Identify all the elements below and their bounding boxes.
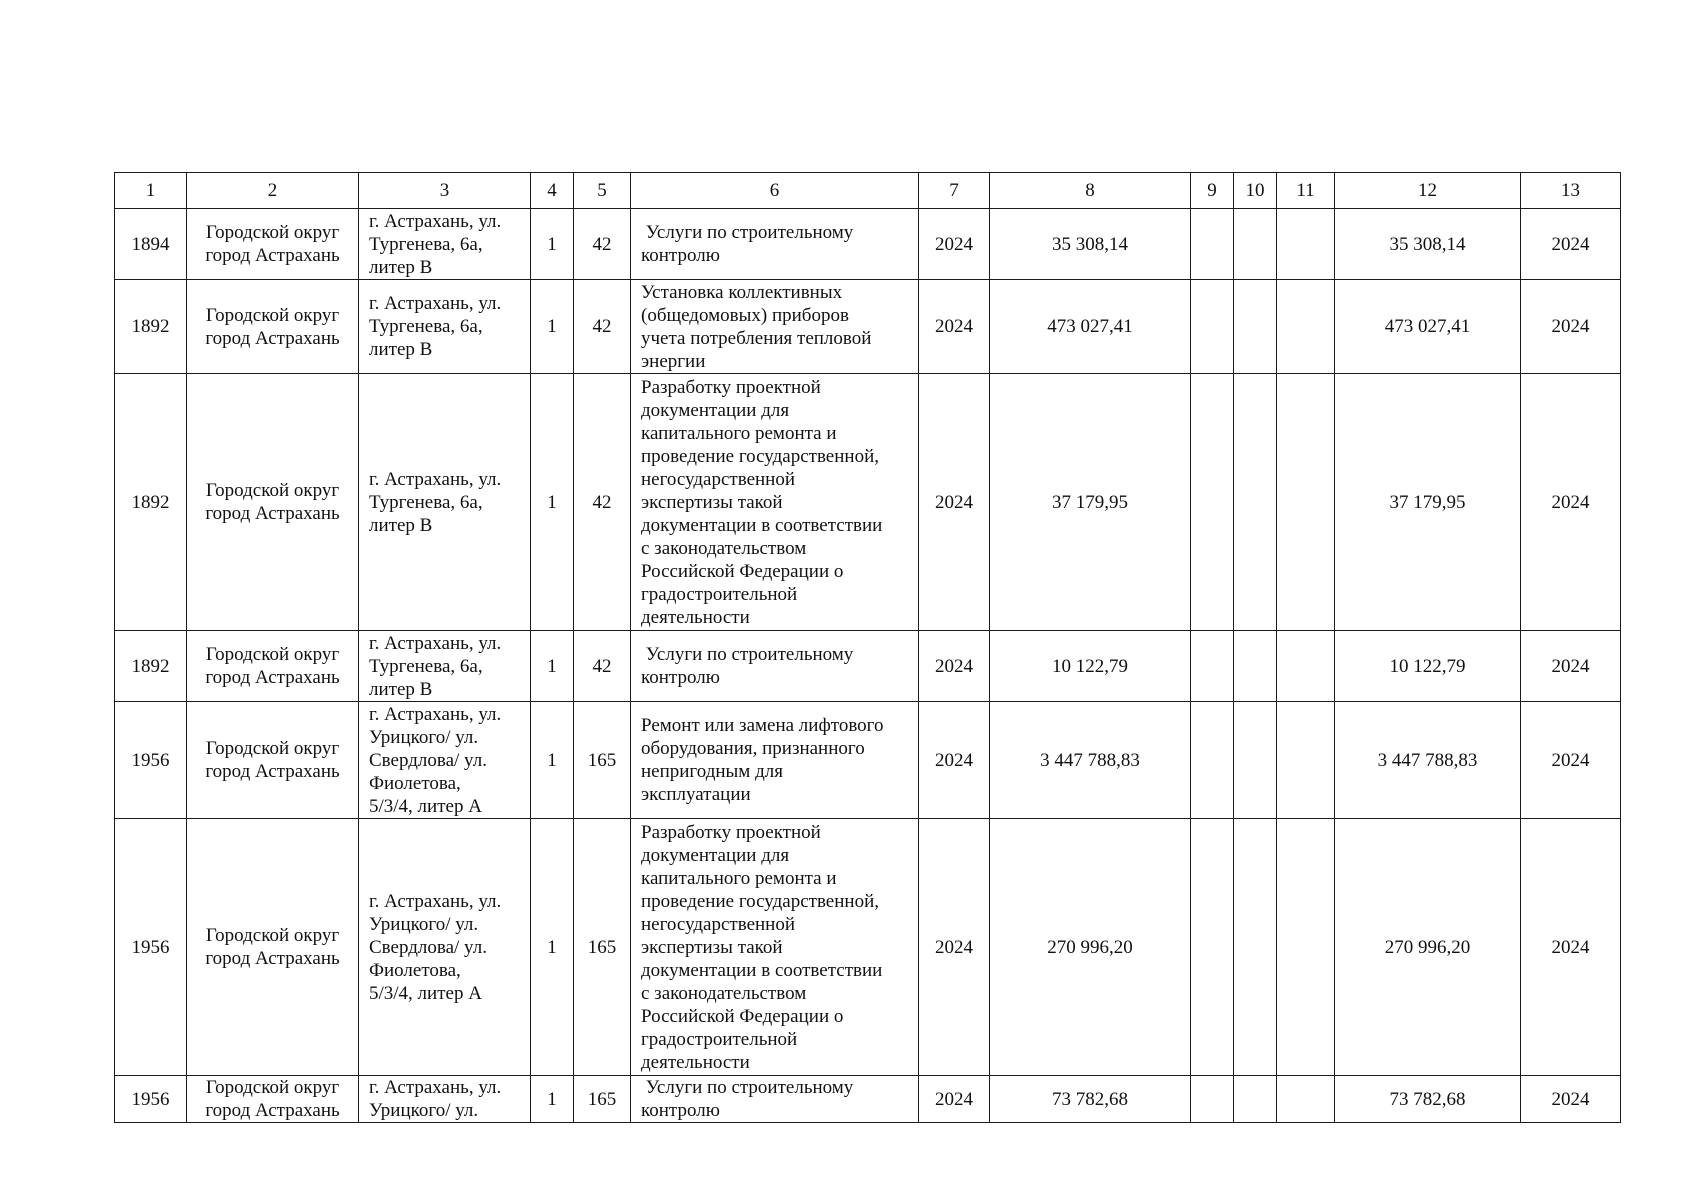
table-row [115,374,1621,631]
cell-address [359,209,531,280]
table-row [115,631,1621,702]
cell-number: 1956 [115,819,187,1076]
cell-col5: 42 [574,631,631,702]
cell-year-end: 2024 [1521,209,1621,280]
cell-line: Фиолетова, [369,772,461,794]
cell-service [631,280,919,374]
cell-line: г. Астрахань, ул. [369,1077,502,1098]
cell-line: литер В [369,514,433,536]
column-header: 11 [1277,173,1335,209]
cell-service [631,1076,919,1123]
cell-col5: 165 [574,1076,631,1123]
cell-service [631,374,919,631]
cell-line: г. Астрахань, ул. [369,703,502,725]
cell-line: градостроительной [641,583,798,605]
cell-service [631,819,919,1076]
column-header: 7 [919,173,990,209]
cell-municipality [187,374,359,631]
cell-amount-total: 3 447 788,83 [1335,702,1521,819]
cell-line: деятельности [641,1051,750,1073]
cell-line: Тургенева, 6а, [369,655,483,677]
cell-col9 [1191,374,1234,631]
cell-line: 5/3/4, литер А [369,795,482,817]
cell-service [631,631,919,702]
column-header: 12 [1335,173,1521,209]
cell-amount: 3 447 788,83 [990,702,1191,819]
column-header: 13 [1521,173,1621,209]
cell-line: г. Астрахань, ул. [369,890,502,912]
cell-line: г. Астрахань, ул. [369,293,502,314]
cell-amount: 37 179,95 [990,374,1191,631]
cell-col4: 1 [531,702,574,819]
cell-year: 2024 [919,631,990,702]
cell-col4: 1 [531,209,574,280]
cell-line: Услуги по строительному [641,222,854,243]
table-row [115,1076,1621,1123]
header-row [115,173,1621,209]
cell-line: Услуги по строительному [641,644,854,665]
cell-line: Городской округ [205,1077,340,1098]
cell-line: Тургенева, 6а, [369,491,483,513]
cell-col9 [1191,280,1234,374]
table-row [115,702,1621,819]
cell-address [359,631,531,702]
cell-number: 1892 [115,280,187,374]
cell-line: учета потребления тепловой [641,327,872,349]
cell-amount: 35 308,14 [990,209,1191,280]
cell-line: литер В [369,256,433,278]
cell-col4: 1 [531,1076,574,1123]
column-header: 8 [990,173,1191,209]
cell-col5: 42 [574,280,631,374]
cell-number: 1956 [115,1076,187,1123]
cell-line: негосударственной [641,913,796,935]
cell-address [359,1076,531,1123]
cell-line: Городской округ [205,304,340,326]
cell-municipality [187,209,359,280]
cell-line: Российской Федерации о [641,1005,844,1027]
cell-year: 2024 [919,209,990,280]
cell-amount-total: 473 027,41 [1335,280,1521,374]
cell-col4: 1 [531,819,574,1076]
column-header: 10 [1234,173,1277,209]
cell-amount: 270 996,20 [990,819,1191,1076]
cell-amount: 10 122,79 [990,631,1191,702]
cell-amount: 73 782,68 [990,1076,1191,1123]
cell-col9 [1191,631,1234,702]
cell-col10 [1234,280,1277,374]
cell-col5: 165 [574,819,631,1076]
cell-line: документации в соответствии [641,514,883,536]
cell-line: город Астрахань [205,948,340,969]
cell-col11 [1277,631,1335,702]
column-header: 2 [187,173,359,209]
cell-line: Городской округ [205,480,340,501]
cell-amount-total: 270 996,20 [1335,819,1521,1076]
cell-municipality [187,702,359,819]
cell-line: город Астрахань [205,761,340,782]
cell-service [631,209,919,280]
cell-line: деятельности [641,606,750,628]
cell-line: Городской округ [205,222,340,243]
cell-col11 [1277,702,1335,819]
cell-amount-total: 37 179,95 [1335,374,1521,631]
column-header: 1 [115,173,187,209]
cell-year: 2024 [919,819,990,1076]
cell-col4: 1 [531,374,574,631]
column-header: 5 [574,173,631,209]
cell-line: Свердлова/ ул. [369,936,487,958]
cell-col10 [1234,374,1277,631]
cell-col4: 1 [531,631,574,702]
cell-year-end: 2024 [1521,374,1621,631]
cell-col10 [1234,631,1277,702]
cell-amount: 473 027,41 [990,280,1191,374]
cell-line: проведение государственной, [641,890,879,912]
cell-line: Городской округ [205,644,340,665]
cell-line: градостроительной [641,1028,798,1050]
cell-col9 [1191,702,1234,819]
cell-line: Урицкого/ ул. [369,1100,479,1121]
cell-municipality [187,1076,359,1123]
cell-line: Свердлова/ ул. [369,749,487,771]
cell-line: 5/3/4, литер А [369,982,482,1004]
cell-line: Городской округ [205,738,340,759]
cell-number: 1892 [115,374,187,631]
cell-line: Городской округ [205,925,340,946]
cell-year: 2024 [919,702,990,819]
cell-amount-total: 10 122,79 [1335,631,1521,702]
cell-line: Услуги по строительному [641,1077,854,1098]
cell-line: Тургенева, 6а, [369,316,483,337]
cell-municipality [187,631,359,702]
cell-line: оборудования, признанного [641,738,865,759]
cell-line: контролю [641,1100,720,1121]
cell-line: проведение государственной, [641,445,879,467]
cell-line: энергии [641,350,706,372]
cell-line: с законодательством [641,982,807,1004]
cell-line: с законодательством [641,537,807,559]
cell-col5: 42 [574,209,631,280]
cell-address [359,819,531,1076]
cell-year: 2024 [919,1076,990,1123]
cell-col10 [1234,209,1277,280]
cell-year: 2024 [919,280,990,374]
cell-line: документации в соответствии [641,959,883,981]
column-header: 3 [359,173,531,209]
cell-line: литер В [369,339,433,360]
cell-line: город Астрахань [205,245,340,266]
cell-line: контролю [641,245,720,266]
cell-line: эксплуатации [641,784,751,805]
cell-line: город Астрахань [205,667,340,688]
cell-number: 1956 [115,702,187,819]
cell-line: капитального ремонта и [641,422,837,444]
cell-municipality [187,280,359,374]
table-row [115,280,1621,374]
table-row [115,819,1621,1076]
column-header: 6 [631,173,919,209]
cell-service [631,702,919,819]
cell-col10 [1234,819,1277,1076]
cell-line: Ремонт или замена лифтового [641,715,884,736]
cell-line: г. Астрахань, ул. [369,468,502,490]
cell-address [359,374,531,631]
cell-amount-total: 73 782,68 [1335,1076,1521,1123]
cell-col5: 42 [574,374,631,631]
cell-line: документации для [641,399,790,421]
cell-year: 2024 [919,374,990,631]
cell-line: контролю [641,667,720,688]
cell-col9 [1191,819,1234,1076]
table-row [115,209,1621,280]
cell-year-end: 2024 [1521,819,1621,1076]
cell-line: документации для [641,844,790,866]
cell-line: г. Астрахань, ул. [369,632,502,654]
cell-col11 [1277,1076,1335,1123]
cell-col10 [1234,702,1277,819]
cell-line: (общедомовых) приборов [641,304,849,326]
data-table [114,172,1621,1123]
cell-year-end: 2024 [1521,631,1621,702]
cell-line: Разработку проектной [641,376,821,398]
cell-line: экспертизы такой [641,936,783,958]
column-header: 9 [1191,173,1234,209]
cell-line: Российской Федерации о [641,560,844,582]
cell-line: Тургенева, 6а, [369,233,483,255]
cell-line: город Астрахань [205,503,340,524]
cell-col11 [1277,819,1335,1076]
cell-year-end: 2024 [1521,280,1621,374]
cell-col11 [1277,209,1335,280]
cell-line: Разработку проектной [641,821,821,843]
cell-col4: 1 [531,280,574,374]
cell-amount-total: 35 308,14 [1335,209,1521,280]
cell-col9 [1191,1076,1234,1123]
cell-col11 [1277,280,1335,374]
column-header: 4 [531,173,574,209]
cell-municipality [187,819,359,1076]
cell-line: капитального ремонта и [641,867,837,889]
cell-year-end: 2024 [1521,1076,1621,1123]
cell-address [359,702,531,819]
cell-number: 1892 [115,631,187,702]
cell-line: непригодным для [641,761,783,782]
cell-line: г. Астрахань, ул. [369,210,502,232]
cell-number: 1894 [115,209,187,280]
cell-line: экспертизы такой [641,491,783,513]
cell-line: Установка коллективных [641,281,843,303]
cell-col5: 165 [574,702,631,819]
cell-year-end: 2024 [1521,702,1621,819]
cell-col10 [1234,1076,1277,1123]
cell-line: Фиолетова, [369,959,461,981]
cell-line: литер В [369,678,433,700]
cell-line: город Астрахань [205,327,340,349]
cell-line: Урицкого/ ул. [369,913,479,935]
cell-col11 [1277,374,1335,631]
cell-address [359,280,531,374]
cell-line: негосударственной [641,468,796,490]
cell-line: Урицкого/ ул. [369,726,479,748]
cell-col9 [1191,209,1234,280]
cell-line: город Астрахань [205,1100,340,1121]
